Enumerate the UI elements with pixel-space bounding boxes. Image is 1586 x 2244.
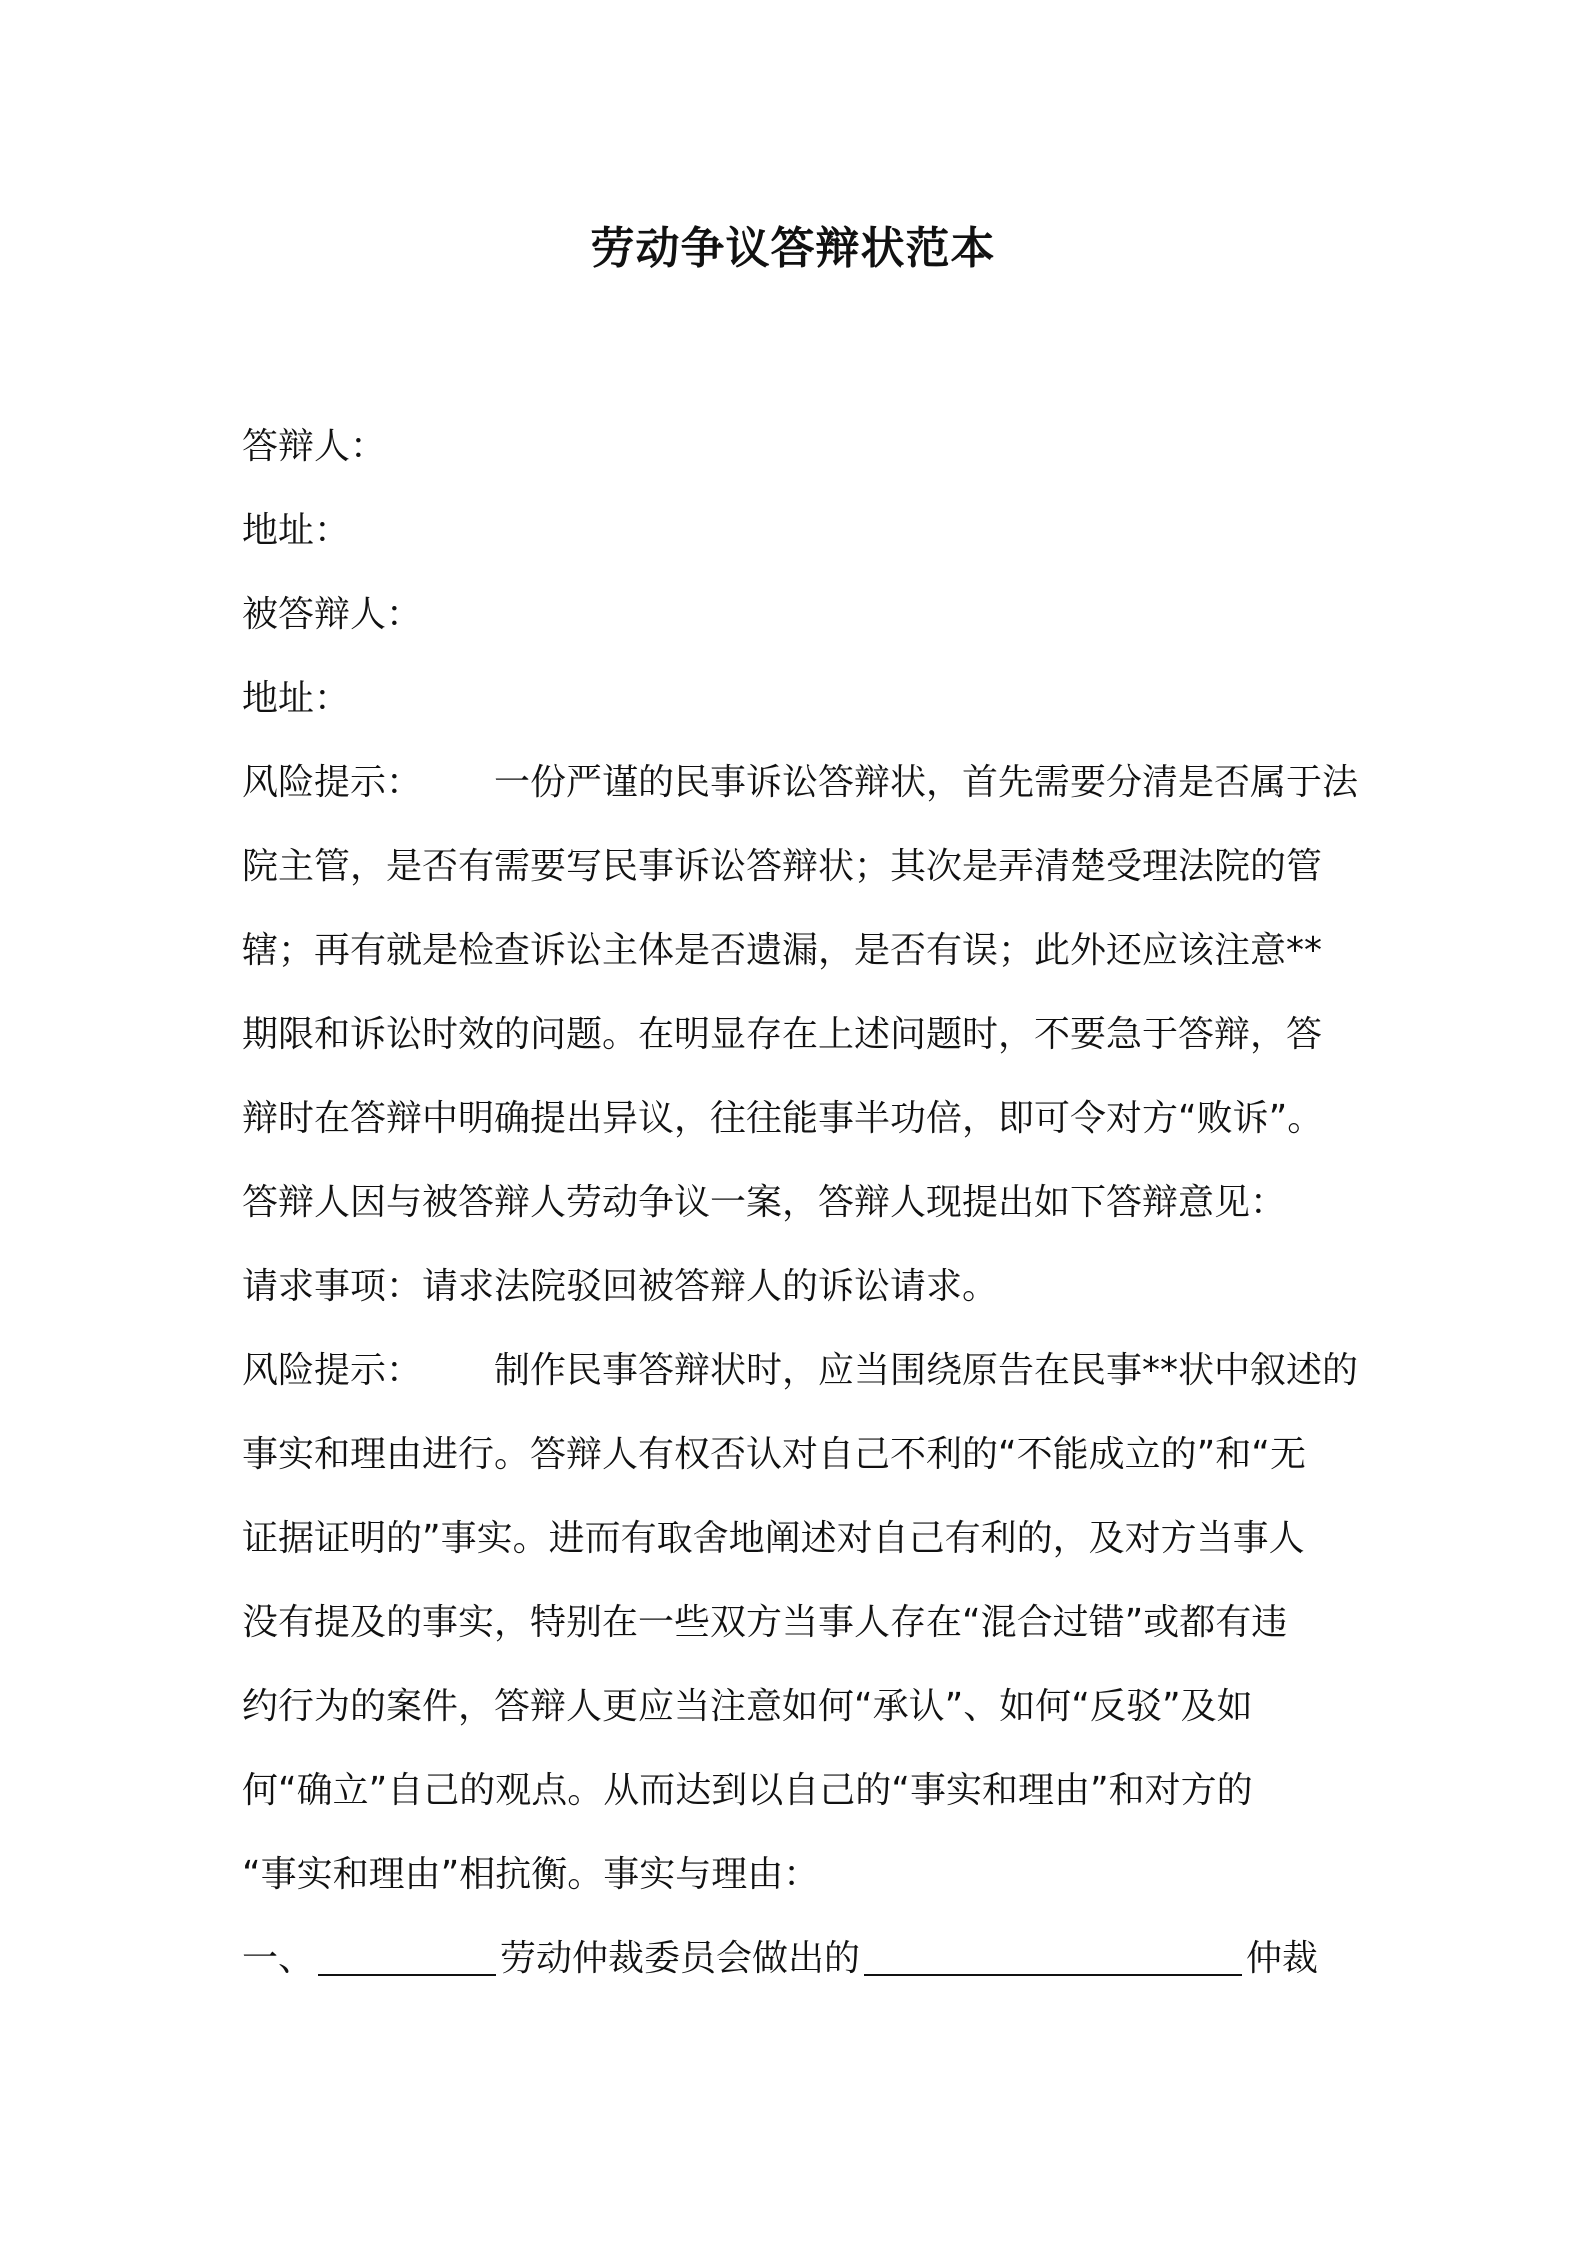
blank-line-committee bbox=[318, 1934, 496, 1976]
risk-note-1-text: 一份严谨的民事诉讼答辩状，首先需要分清是否属于法 bbox=[494, 762, 1359, 803]
document-title: 劳动争议答辩状范本 bbox=[590, 223, 996, 274]
risk-note-2-line-7: “事实和理由”相抗衡。事实与理由： bbox=[242, 1854, 820, 1895]
risk-note-1-line-4: 期限和诉讼时效的问题。在明显存在上述问题时，不要急于答辩，答 bbox=[242, 1014, 1323, 1055]
request-paragraph: 请求事项：请求法院驳回被答辩人的诉讼请求。 bbox=[242, 1266, 999, 1307]
document-body bbox=[242, 405, 1362, 2001]
risk-note-2-label: 风险提示： bbox=[242, 1350, 423, 1391]
risk-note-2-line-4: 没有提及的事实，特别在一些双方当事人存在“混合过错”或都有违 bbox=[242, 1602, 1288, 1643]
risk-note-2-line-1 bbox=[242, 1329, 1362, 1413]
risk-note-2-line-3: 证据证明的”事实。进而有取舍地阐述对自己有利的，及对方当事人 bbox=[242, 1518, 1305, 1559]
item-one-line bbox=[242, 1917, 1362, 2001]
risk-note-2-line-2: 事实和理由进行。答辩人有权否认对自己不利的“不能成立的”和“无 bbox=[242, 1434, 1306, 1475]
item-one-middle: 劳动仲裁委员会做出的 bbox=[500, 1938, 861, 1979]
risk-note-2-line-5: 约行为的案件，答辩人更应当注意如何“承认”、如何“反驳”及如 bbox=[242, 1686, 1253, 1727]
statement-paragraph: 答辩人因与被答辩人劳动争议一案，答辩人现提出如下答辩意见： bbox=[242, 1182, 1287, 1223]
risk-note-2-line-6: 何“确立”自己的观点。从而达到以自己的“事实和理由”和对方的 bbox=[242, 1770, 1253, 1811]
risk-note-2-text: 制作民事答辩状时，应当围绕原告在民事**状中叙述的 bbox=[494, 1350, 1359, 1391]
respondent-field: 答辩人： bbox=[242, 426, 387, 467]
respondent-address-field: 地址： bbox=[242, 510, 351, 551]
claimant-address-field: 地址： bbox=[242, 678, 351, 719]
item-one-suffix: 仲裁 bbox=[1246, 1938, 1319, 1979]
risk-note-1-line-1 bbox=[242, 741, 1362, 825]
risk-note-1-line-5: 辩时在答辩中明确提出异议，往往能事半功倍，即可令对方“败诉”。 bbox=[242, 1098, 1324, 1139]
risk-note-1-line-3: 辖；再有就是检查诉讼主体是否遗漏，是否有误；此外还应该注意** bbox=[242, 930, 1323, 971]
item-one-prefix: 一、 bbox=[242, 1938, 315, 1979]
blank-line-award bbox=[864, 1934, 1242, 1976]
risk-note-1-line-2: 院主管，是否有需要写民事诉讼答辩状；其次是弄清楚受理法院的管 bbox=[242, 846, 1323, 887]
claimant-field: 被答辩人： bbox=[242, 594, 423, 635]
risk-note-1-label: 风险提示： bbox=[242, 762, 423, 803]
